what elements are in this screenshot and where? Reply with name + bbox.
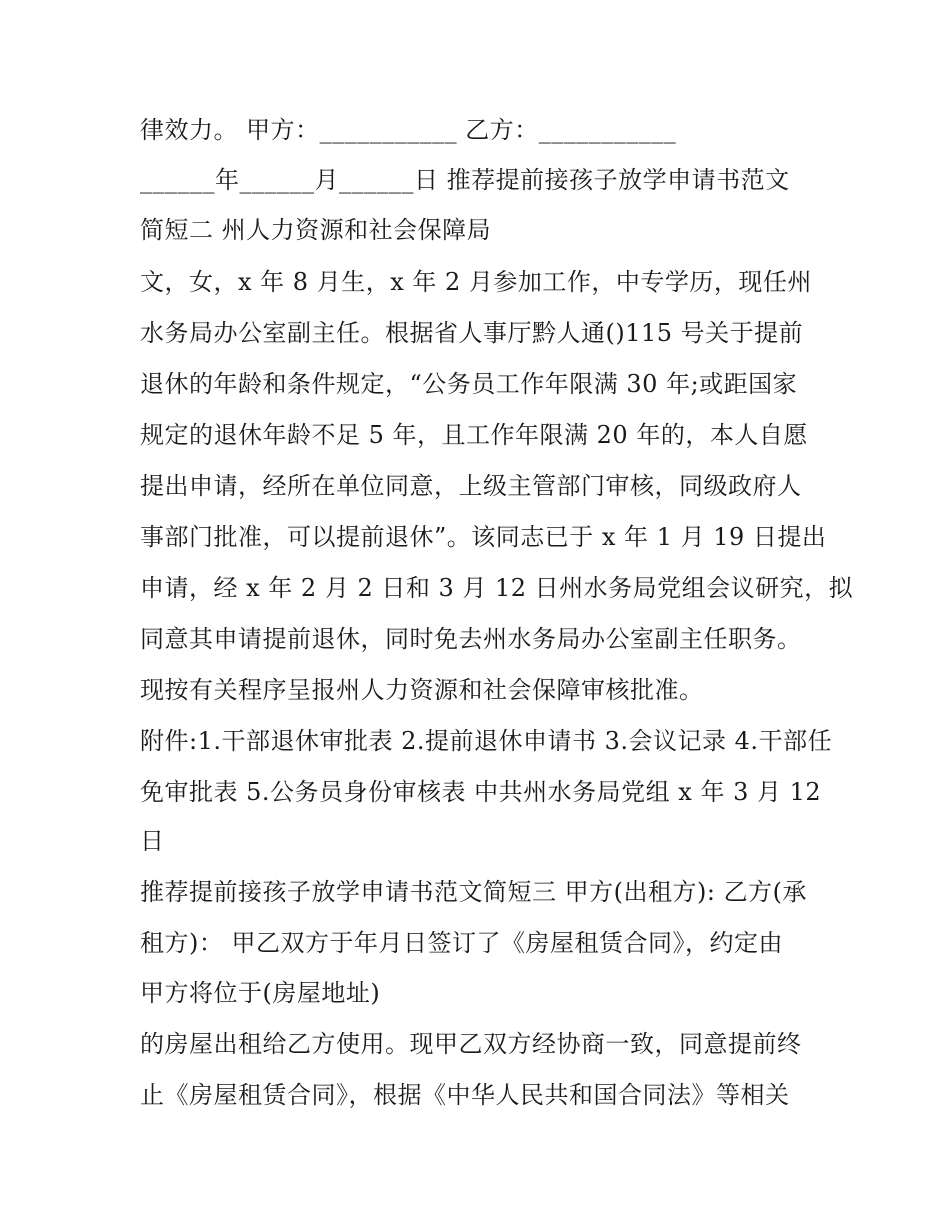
text-line: 简短二 州人力资源和社会保障局	[140, 216, 492, 244]
text-line: 同意其申请提前退休，同时免去州水务局办公室副主任职务。	[140, 625, 802, 653]
text-line: 提出申请，经所在单位同意，上级主管部门审核，同级政府人	[140, 472, 802, 500]
text-line: 推荐提前接孩子放学申请书范文简短三 甲方(出租方): 乙方(承	[140, 878, 807, 906]
text-line: 日	[140, 827, 165, 855]
text-line: 租方)： 甲乙双方于年月日签订了《房屋租赁合同》，约定由	[140, 929, 783, 957]
text-line: 止《房屋租赁合同》，根据《中华人民共和国合同法》等相关	[140, 1081, 790, 1109]
text-line: 规定的退休年龄不足 5 年，且工作年限满 20 年的，本人自愿	[140, 421, 808, 449]
text-line: 的房屋出租给乙方使用。现甲乙双方经协商一致，同意提前终	[140, 1030, 802, 1058]
text-line: 现按有关程序呈报州人力资源和社会保障审核批准。	[140, 676, 704, 704]
text-line: 文，女，x 年 8 月生，x 年 2 月参加工作，中专学历，现任州	[140, 268, 812, 296]
text-line: 退休的年龄和条件规定，“公务员工作年限满 30 年;或距国家	[140, 370, 798, 398]
text-line: 事部门批准，可以提前退休”。该同志已于 x 年 1 月 19 日提出	[140, 523, 827, 551]
text-line: 甲方将位于(房屋地址)	[140, 979, 381, 1007]
text-line: 水务局办公室副主任。根据省人事厅黔人通()115 号关于提前	[140, 319, 804, 347]
text-line: 申请，经 x 年 2 月 2 日和 3 月 12 日州水务局党组会议研究，拟	[140, 574, 854, 602]
text-line: ______年______月______日 推荐提前接孩子放学申请书范文	[140, 166, 790, 194]
text-line: 律效力。 甲方：___________ 乙方：___________	[140, 116, 677, 144]
text-line: 附件:1.干部退休审批表 2.提前退休申请书 3.会议记录 4.干部任	[140, 727, 833, 755]
text-line: 免审批表 5.公务员身份审核表 中共州水务局党组 x 年 3 月 12	[140, 778, 822, 806]
